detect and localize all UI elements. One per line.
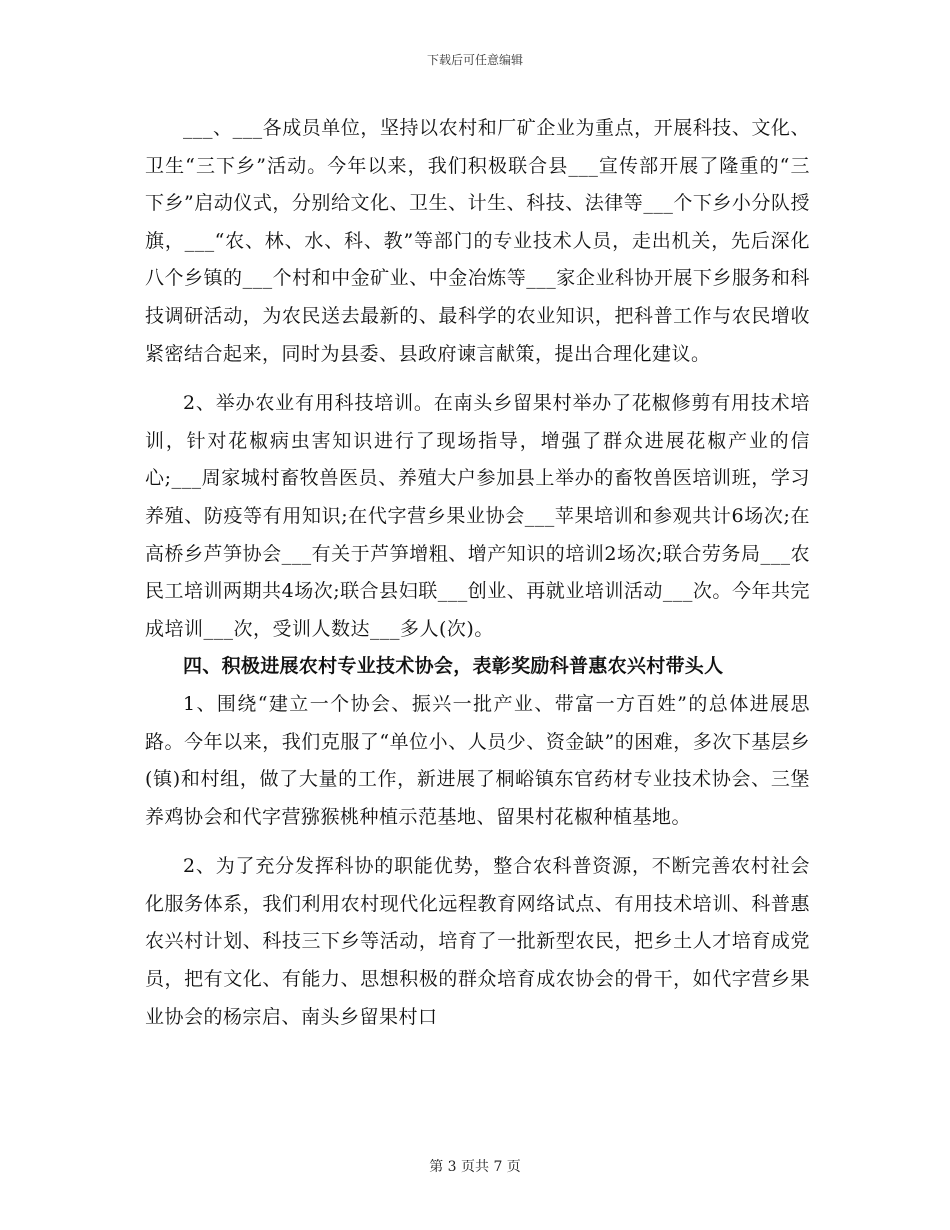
section-heading-4: 四、积极进展农村专业技术协会，表彰奖励科普惠农兴村带头人 xyxy=(183,655,724,678)
page-header: 下载后可任意编辑 xyxy=(426,53,523,67)
paragraph-san-xia-xiang: ___、___各成员单位，坚持以农村和厂矿企业为重点，开展科技、文化、卫生“三下乡”活动。今年以来，我们积极联合县___宣传部开展了隆重的“三下乡”启动仪式，分别给文化、卫生、计生、科技、法律等___个下乡小分队授旗，___“农、林、水、科、教”等部门的专业技术人员，走出机关，先后深化八个乡镇的___个村和中金矿业、中金冶炼等___家企业科协开展下乡服务和科技调研活动，为农民送去最新的、最科学的农业知识，把科普工作与农民增收紧密结合起来，同时为县委、县政府谏言献策，提出合理化建议。 xyxy=(145,117,810,365)
paragraph-talent-cultivation: 2、为了充分发挥科协的职能优势，整合农科普资源，不断完善农村社会化服务体系，我们利用农村现代化远程教育网络试点、有用技术培训、科普惠农兴村计划、科技三下乡等活动，培育了一批新型农民，把乡土人才培育成党员，把有文化、有能力、思想积极的群众培育成农协会的骨干，如代字营乡果业协会的杨宗启、南头乡留果村口 xyxy=(145,855,810,1028)
paragraph-tech-training: 2、举办农业有用科技培训。在南头乡留果村举办了花椒修剪有用技术培训，针对花椒病虫害知识进行了现场指导，增强了群众进展花椒产业的信心;___周家城村畜牧兽医员、养殖大户参加县上举办的畜牧兽医培训班，学习养殖、防疫等有用知识;在代字营乡果业协会___苹果培训和参观共计6场次;在高桥乡芦笋协会___有关于芦笋增粗、增产知识的培训2场次;联合劳务局___农民工培训两期共4场次;联合县妇联___创业、再就业培训活动___次。今年共完成培训___次，受训人数达___多人(次)。 xyxy=(145,392,810,640)
paragraph-gap xyxy=(145,373,810,385)
paragraph-association-development: 1、围绕“建立一个协会、振兴一批产业、带富一方百姓”的总体进展思路。今年以来，我们克服了“单位小、人员少、资金缺”的困难，多次下基层乡(镇)和村组，做了大量的工作，新进展了桐峪镇东官药材专业技术协会、三堡养鸡协会和代字营猕猴桃种植示范基地、留果村花椒种植基地。 xyxy=(145,692,810,828)
document-body xyxy=(145,110,810,1036)
paragraph-gap xyxy=(145,836,810,848)
page-footer: 第 3 页共 7 页 xyxy=(429,1159,521,1175)
